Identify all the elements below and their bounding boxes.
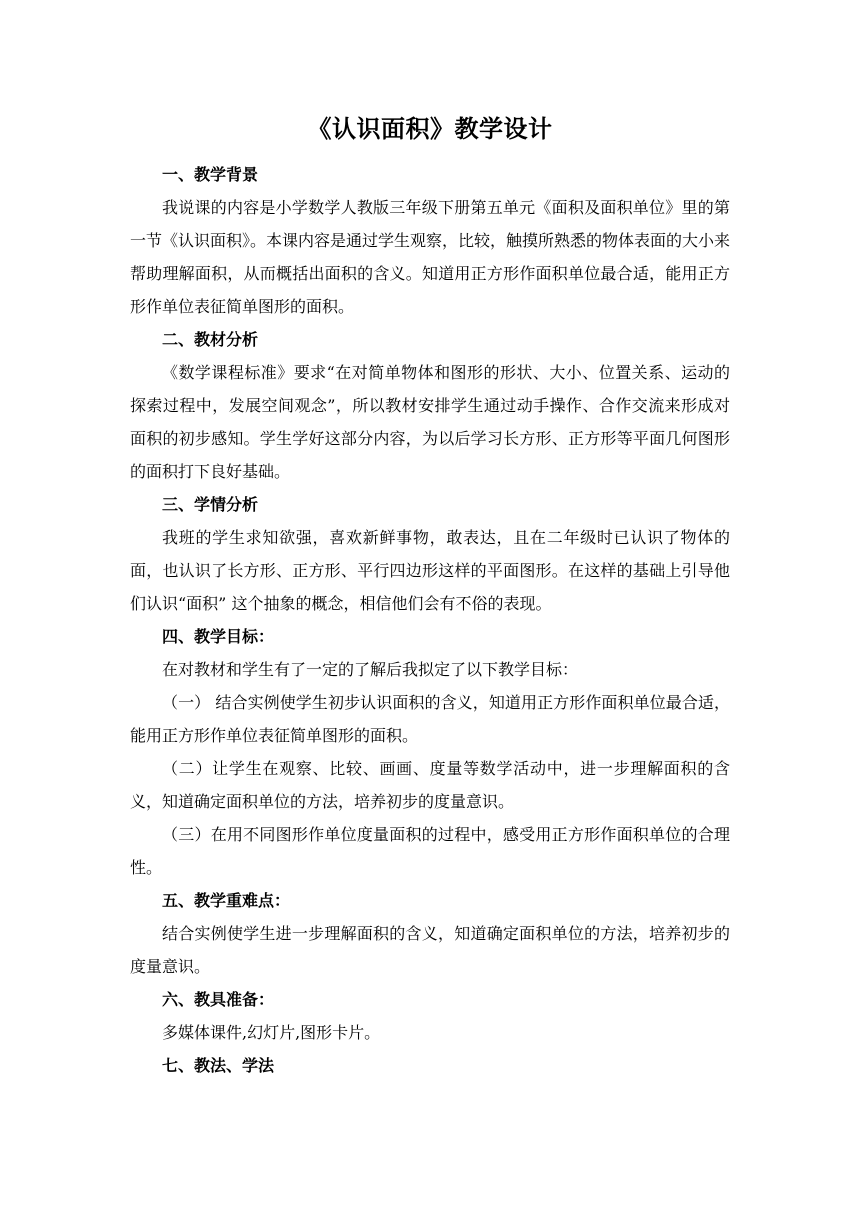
section-heading-teaching-goals: 四、教学目标： — [162, 627, 275, 646]
section-heading-material-analysis: 二、教材分析 — [162, 330, 259, 349]
document-title: 《认识面积》教学设计 — [307, 114, 553, 143]
section-heading-student-analysis: 三、学情分析 — [162, 495, 259, 514]
section-heading-methods: 七、教法、学法 — [162, 1056, 275, 1075]
section-heading-key-points: 五、教学重难点： — [162, 891, 291, 910]
paragraph-goal-3: （三）在用不同图形作单位度量面积的过程中，感受用正方形作面积单位的合理性。 — [130, 825, 730, 877]
paragraph-goal-2: （二）让学生在观察、比较、画画、度量等数学活动中，进一步理解面积的含义，知道确定面积单位的方法，培养初步的度量意识。 — [130, 759, 730, 811]
paragraph-goals-intro: 在对教材和学生有了一定的了解后我拟定了以下教学目标： — [162, 660, 579, 679]
document-body — [130, 112, 730, 1082]
paragraph-key-points: 结合实例使学生进一步理解面积的含义，知道确定面积单位的方法，培养初步的度量意识。 — [130, 924, 730, 976]
paragraph-goal-1: （一） 结合实例使学生初步认识面积的含义，知道用正方形作面积单位最合适，能用正方形作单位表征简单图形的面积。 — [130, 693, 730, 745]
paragraph-background: 我说课的内容是小学数学人教版三年级下册第五单元《面积及面积单位》里的第一节《认识面积》。本课内容是通过学生观察，比较，触摸所熟悉的物体表面的大小来帮助理解面积，从而概括出面积的含义。知道用正方形作面积单位最合适，能用正方形作单位表征简单图形的面积。 — [130, 198, 731, 316]
section-heading-background: 一、教学背景 — [162, 165, 259, 184]
paragraph-student-analysis: 我班的学生求知欲强，喜欢新鲜事物，敢表达，且在二年级时已认识了物体的面，也认识了长方形、正方形、平行四边形这样的平面图形。在这样的基础上引导他们认识“面积” 这个抽象的概念，相信他们会有不俗的表现。 — [130, 528, 730, 613]
paragraph-teaching-aids: 多媒体课件,幻灯片,图形卡片。 — [162, 1023, 381, 1042]
section-heading-teaching-aids: 六、教具准备： — [162, 990, 275, 1009]
paragraph-material-analysis: 《数学课程标准》要求“在对简单物体和图形的形状、大小、位置关系、运动的探索过程中，发展空间观念”，所以教材安排学生通过动手操作、合作交流来形成对面积的初步感知。学生学好这部分内容，为以后学习长方形、正方形等平面几何图形的面积打下良好基础。 — [130, 363, 730, 481]
